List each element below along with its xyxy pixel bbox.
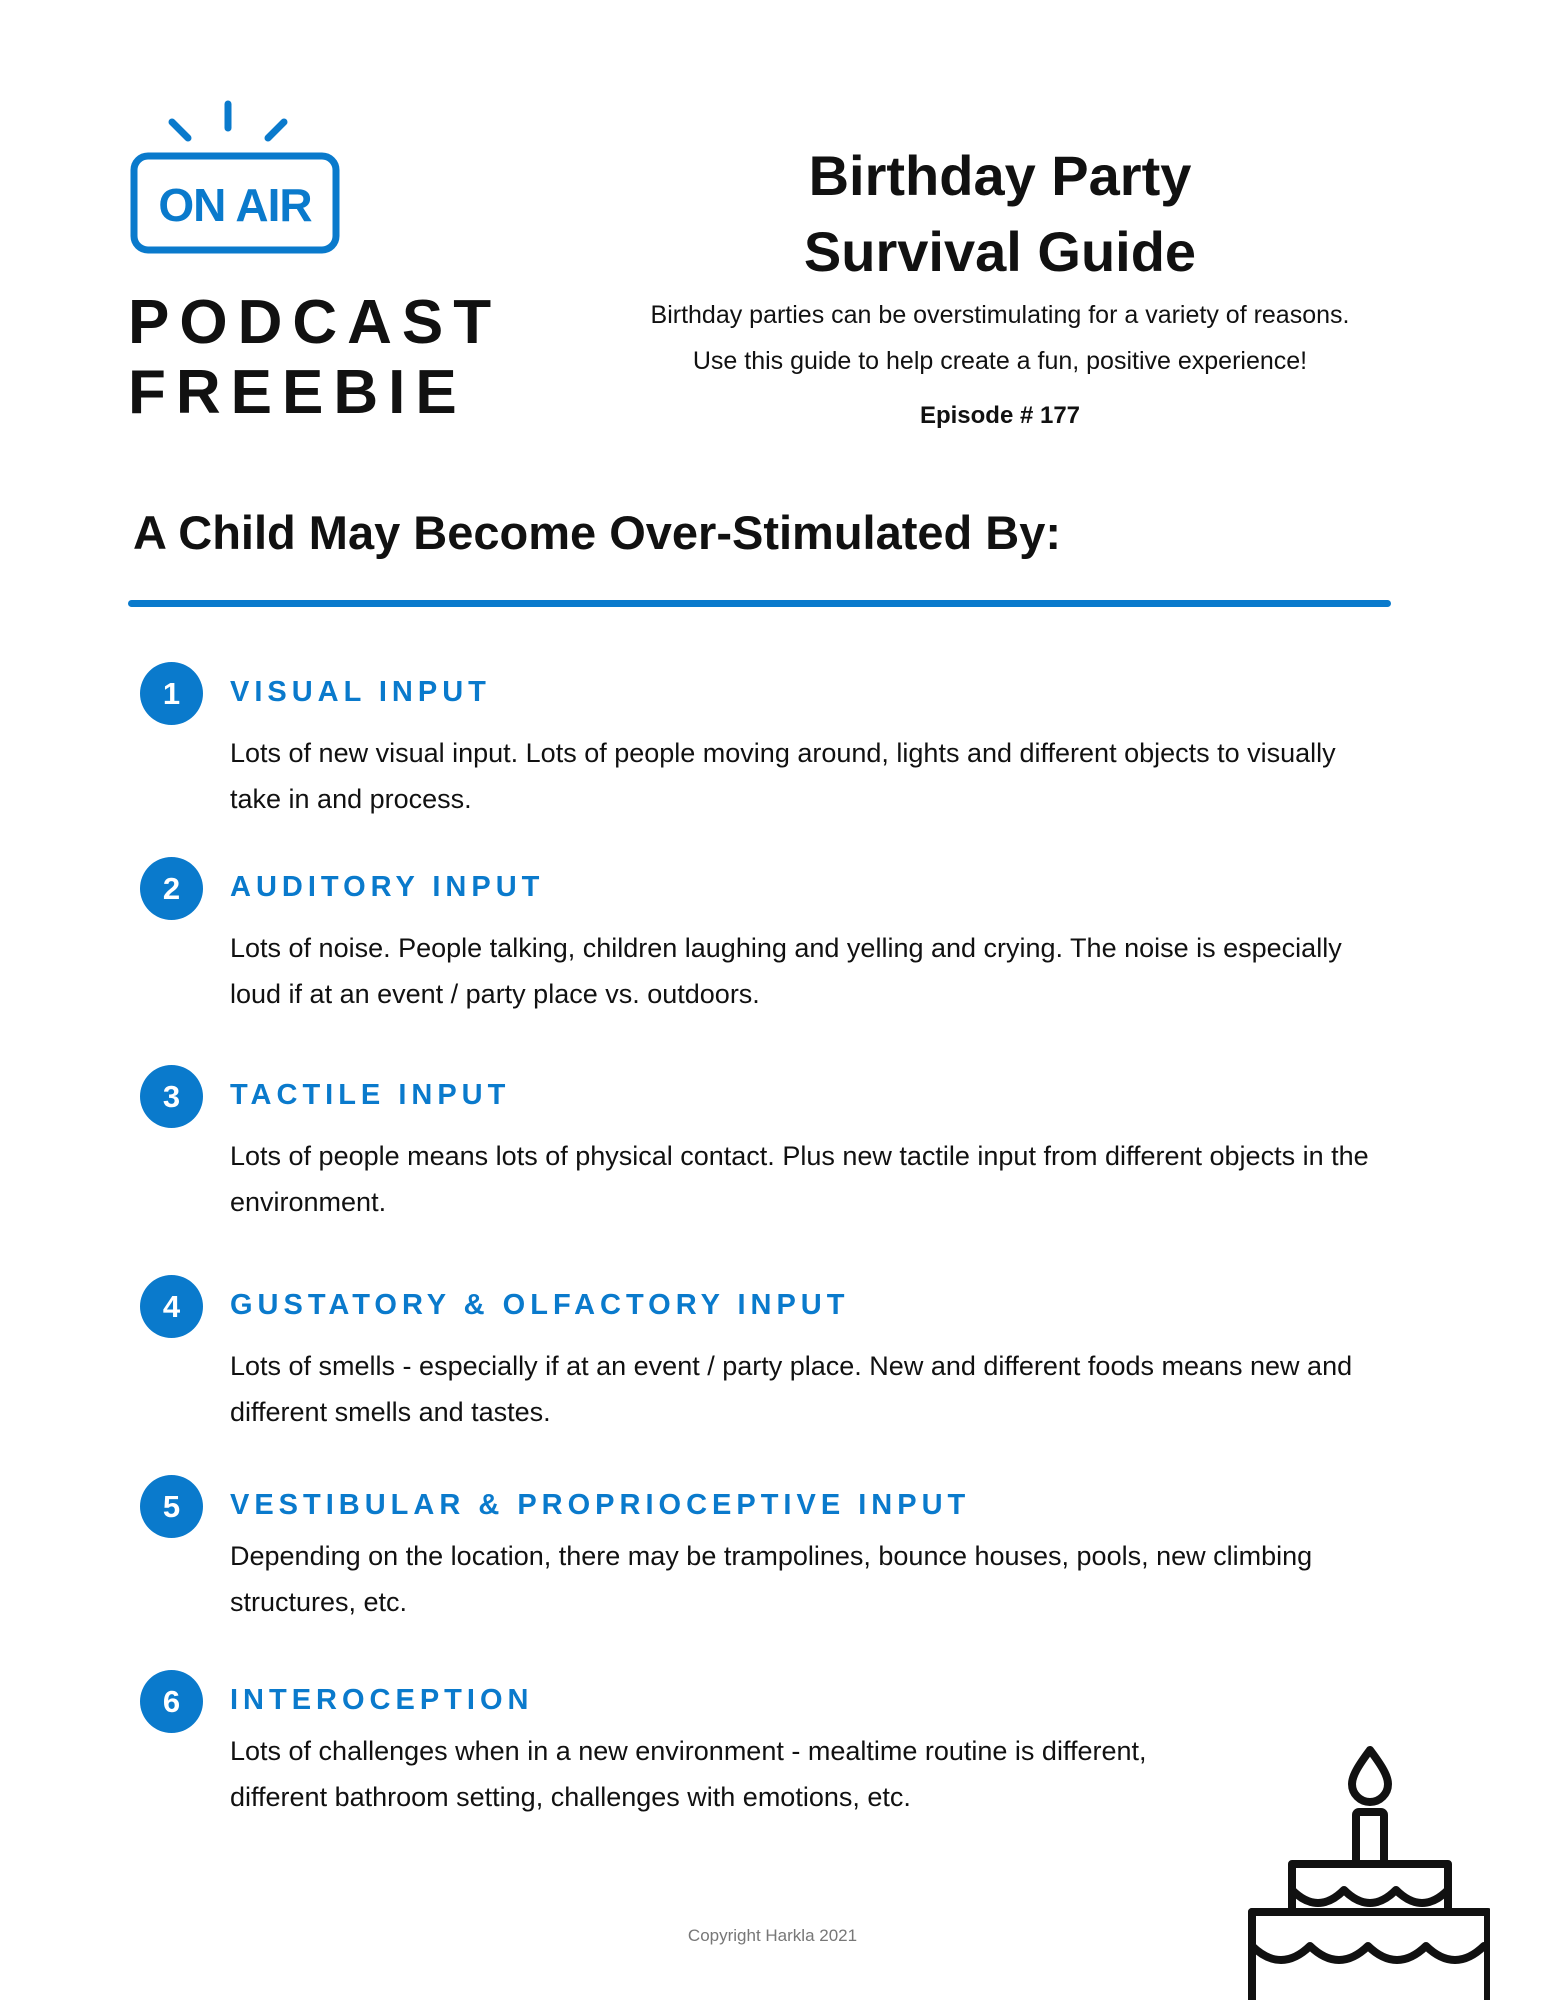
page-title <box>700 138 1300 290</box>
number-badge: 2 <box>140 857 203 920</box>
subtitle-line-2: Use this guide to help create a fun, positive experience! <box>692 347 1308 375</box>
item-title: GUSTATORY & OLFACTORY INPUT <box>230 1289 850 1321</box>
item-title: TACTILE INPUT <box>230 1079 511 1111</box>
subtitle-line-1: Birthday parties can be overstimulating for a variety of reasons. <box>650 301 1350 329</box>
copyright: Copyright Harkla 2021 <box>687 1926 858 1945</box>
title-line-1: Birthday Party <box>808 144 1192 207</box>
item-body: Depending on the location, there may be trampolines, bounce houses, pools, new climbing structures, etc. <box>230 1541 1313 1617</box>
item-title: VESTIBULAR & PROPRIOCEPTIVE INPUT <box>230 1489 971 1521</box>
branding-line-1: PODCAST <box>128 288 502 357</box>
birthday-cake-icon <box>1240 1740 1490 2000</box>
number-badge: 6 <box>140 1670 203 1733</box>
branding-line-2: FREEBIE <box>128 358 467 427</box>
item-body: Lots of new visual input. Lots of people moving around, lights and different objects to visually take in and process. <box>230 738 1336 814</box>
number-badge: 5 <box>140 1475 203 1538</box>
item-title: VISUAL INPUT <box>230 676 491 708</box>
divider <box>128 600 1391 607</box>
section-heading: A Child May Become Over-Stimulated By: <box>133 506 1062 559</box>
item-body: Lots of smells - especially if at an event / party place. New and different foods means new and different smells and tastes. <box>230 1351 1353 1427</box>
number-badge: 3 <box>140 1065 203 1128</box>
item-title: INTEROCEPTION <box>230 1684 534 1716</box>
item-title: AUDITORY INPUT <box>230 871 545 903</box>
number-badge: 1 <box>140 662 203 725</box>
on-air-label: ON AIR <box>158 179 312 231</box>
item-body: Lots of challenges when in a new environment - mealtime routine is different, different bathroom setting, challenges with emotions, etc. <box>230 1736 1147 1812</box>
episode-number: Episode # 177 <box>919 402 1081 429</box>
item-body: Lots of people means lots of physical contact. Plus new tactile input from different objects in the environment. <box>230 1141 1369 1217</box>
title-line-2: Survival Guide <box>803 220 1197 283</box>
branding <box>128 288 501 428</box>
number-badge: 4 <box>140 1275 203 1338</box>
on-air-sign-icon <box>128 100 343 260</box>
item-body: Lots of noise. People talking, children laughing and yelling and crying. The noise is especially loud if at an event / party place vs. outdoors. <box>230 933 1342 1009</box>
subtitle <box>560 292 1440 384</box>
